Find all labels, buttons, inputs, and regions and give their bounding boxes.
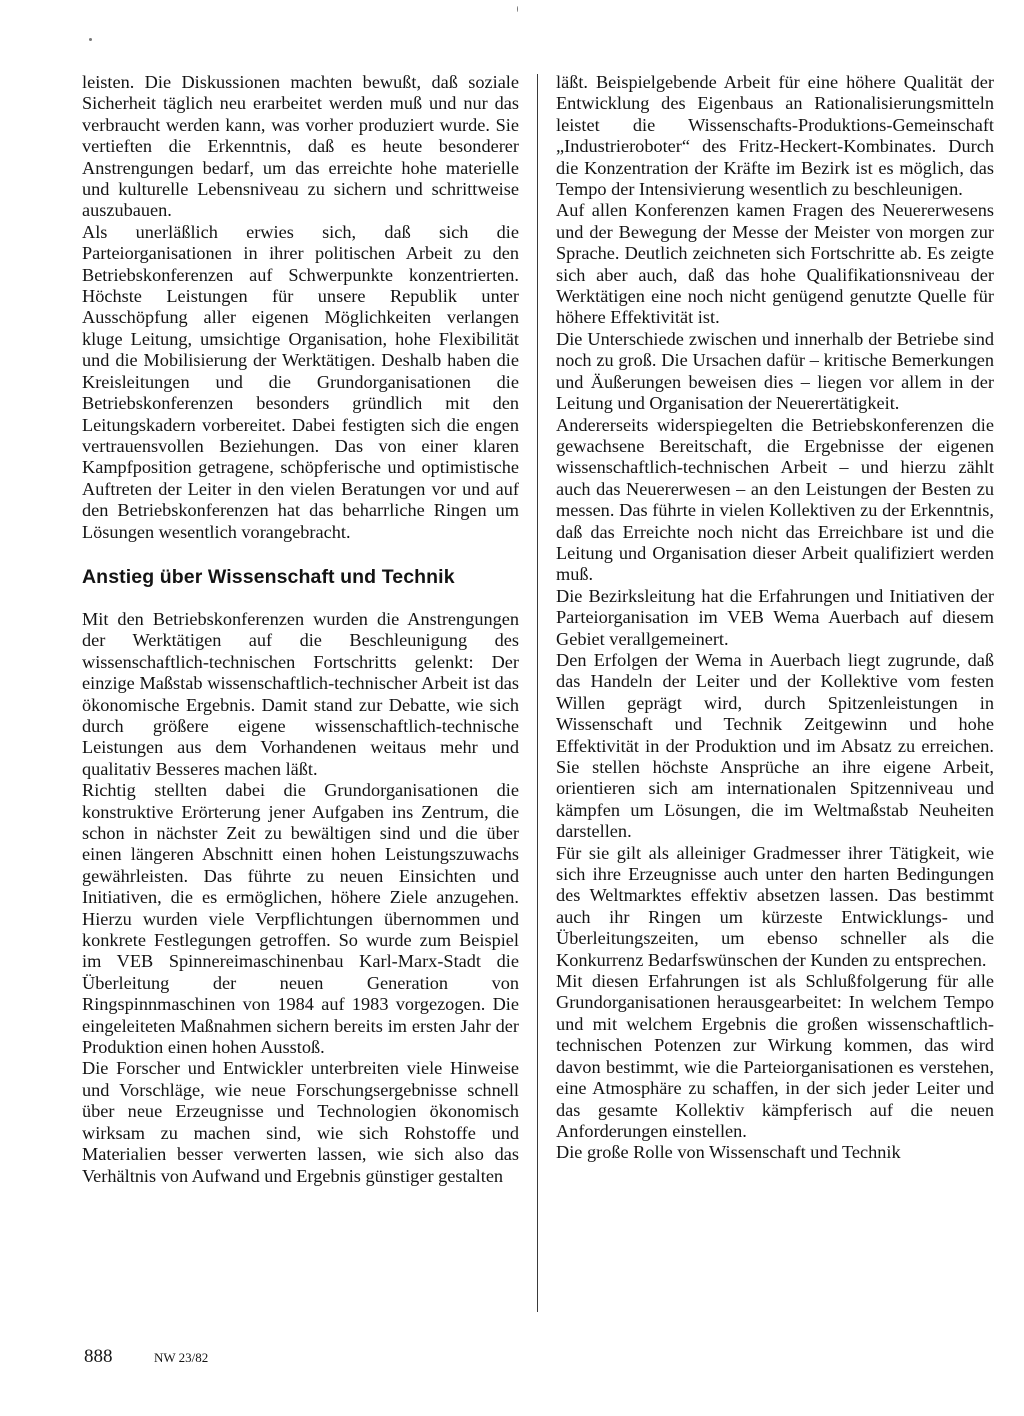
paragraph: leisten. Die Diskussionen machten bewußt, daß soziale Sicherheit täglich neu erarbeitet werden muß und nur das verbraucht werden kann, was vorher produziert wurde. Sie vertieften die Erkenntnis, daß es heute besonderer Anstrengungen bedarf, um das erreichte hohe materielle und kulturelle Lebensniveau zu sichern und schrittweise auszubauen.: [82, 72, 519, 221]
right-column: [556, 72, 994, 1164]
page-number: 888: [84, 1346, 113, 1367]
paragraph: Die Forscher und Entwickler unterbreiten viele Hinweise und Vorschläge, wie neue Forschungsergebnisse schnell über neue Erzeugnisse und Technologien ökonomisch wirksam zu machen sind, wie sich Rohstoffe und Materialien besser verwerten lassen, wie sich also das Verhältnis von Aufwand und Ergebnis günstiger gestalten: [82, 1058, 519, 1186]
paragraph: Als unerläßlich erwies sich, daß sich die Parteiorganisationen in ihrer politischen Arbeit zu den Betriebskonferenzen auf Schwerpunkte konzentrierten. Höchste Leistungen für unsere Republik unter Ausschöpfung aller eigenen Möglichkeiten verlangen kluge Leitung, umsichtige Organisation, hohe Flexibilität und die Mobilisierung der Werktätigen. Deshalb haben die Kreisleitungen und die Grundorganisationen die Betriebskonferenzen besonders gründlich mit den Leitungskadern vorbereitet. Dabei festigten sich die engen vertrauensvollen Beziehungen. Das von einer klaren Kampfposition getragene, schöpferische und optimistische Auftreten der Leiter in den vielen Beratungen vor und auf den Betriebskonferenzen hat das beharrliche Ringen um Lösungen wesentlich vorangebracht.: [82, 221, 519, 542]
paragraph: Die Bezirksleitung hat die Erfahrungen und Initiativen der Parteiorganisation im VEB Wema Auerbach auf diesem Gebiet verallgemeinert.: [556, 585, 994, 649]
paragraph: Mit diesen Erfahrungen ist als Schlußfolgerung für alle Grundorganisationen herausgearbeitet: In welchem Tempo und mit welchem Ergebnis die großen wissenschaftlich-technischen Potenzen zur Wirkung kommen, das wird davon bestimmt, wie die Parteiorganisationen es verstehen, eine Atmosphäre zu schaffen, in der sich jeder Leiter und das gesamte Kollektiv kämpferisch auf die neuen Anforderungen einstellen.: [556, 971, 994, 1141]
paragraph: Die Unterschiede zwischen und innerhalb der Betriebe sind noch zu groß. Die Ursachen dafür – kritische Bemerkungen und Äußerungen beweisen dies – liegen vor allem in der Leitung und Organisation der Neuerertätigkeit.: [556, 328, 994, 414]
paragraph: Den Erfolgen der Wema in Auerbach liegt zugrunde, daß das Handeln der Leiter und der Kollektive vom festen Willen geprägt wird, durch Spitzenleistungen in Wissenschaft und Technik Zeitgewinn und hohe Effektivität in der Produktion und im Absatz zu erreichen. Sie stellen höchste Ansprüche an ihre eigene Arbeit, orientieren sich am internationalen Spitzenniveau und kämpfen um Lösungen, die im Weltmaßstab Neuheiten darstellen.: [556, 649, 994, 842]
paragraph: Richtig stellten dabei die Grundorganisationen die konstruktive Erörterung jener Aufgaben ins Zentrum, die schon in nächster Zeit zu bewältigen sind und die über einen längeren Abschnitt einen hohen Leistungszuwachs gewährleisten. Das führte zu neuen Einsichten und Initiativen, die es ermöglichen, höhere Ziele anzugehen. Hierzu wurden viele Verpflichtungen übernommen und konkrete Festlegungen getroffen. So wurde zum Beispiel im VEB Spinnereimaschinenbau Karl-Marx-Stadt die Überleitung der neuen Generation von Ringspinnmaschinen von 1984 auf 1983 vorgezogen. Die eingeleiteten Maßnahmen sichern bereits im ersten Jahr der Produktion einen hohen Ausstoß.: [82, 780, 519, 1058]
paragraph: Andererseits widerspiegelten die Betriebskonferenzen die gewachsene Bereitschaft, die Ergebnisse der eigenen wissenschaftlich-technischen Arbeit – und hierzu zählt auch das Neuererwesen – an den Leistungen der Besten zu messen. Das führte in vielen Kollektiven zu der Erkenntnis, daß das Erreichte noch nicht das Erreichbare ist und die Leitung und Organisation dieser Arbeit qualifiziert werden muß.: [556, 414, 994, 585]
section-heading: Anstieg über Wissenschaft und Technik: [82, 565, 455, 588]
paragraph: Mit den Betriebskonferenzen wurden die Anstrengungen der Werktätigen auf die Beschleunigung des wissenschaftlich-technischen Fortschritts gelenkt: Der einzige Maßstab wissenschaftlich-technischer Arbeit ist das ökonomische Ergebnis. Damit stand zur Debatte, wie sich durch größere eigene wissenschaftlich-technische Leistungen aus dem Vorhandenen weitaus mehr und qualitativ Besseres machen läßt.: [82, 608, 519, 779]
paragraph: Für sie gilt als alleiniger Gradmesser ihrer Tätigkeit, wie sich ihre Erzeugnisse auch unter den harten Bedingungen des Weltmarktes effektiv absetzen lassen. Das bestimmt auch ihr Ringen um kürzeste Entwicklungs- und Überleitungszeiten, um ebenso schneller als die Konkurrenz Bedarfswünschen der Kunden zu entsprechen.: [556, 842, 994, 970]
paragraph: läßt. Beispielgebende Arbeit für eine höhere Qualität der Entwicklung des Eigenbaus an Rationalisierungsmitteln leistet die Wissenschafts-Produktions-Gemeinschaft „Industrieroboter“ des Fritz-Heckert-Kombinates. Durch die Konzentration der Kräfte im Bezirk ist es möglich, das Tempo der Intensivierung wesentlich zu beschleunigen.: [556, 72, 994, 200]
scan-speck: [517, 6, 518, 12]
paragraph: Auf allen Konferenzen kamen Fragen des Neuererwesens und der Bewegung der Messe der Meister von morgen zur Sprache. Deutlich zeichneten sich Fortschritte ab. Es zeigte sich aber auch, daß das hohe Qualifikationsniveau der Werktätigen eine noch nicht genügend genutzte Quelle für höhere Effektivität ist.: [556, 200, 994, 328]
column-divider: [537, 74, 538, 1312]
paragraph: Die große Rolle von Wissenschaft und Technik: [556, 1142, 901, 1163]
journal-issue: NW 23/82: [154, 1350, 209, 1365]
scan-speck: [89, 38, 92, 41]
left-column: [82, 72, 519, 1187]
